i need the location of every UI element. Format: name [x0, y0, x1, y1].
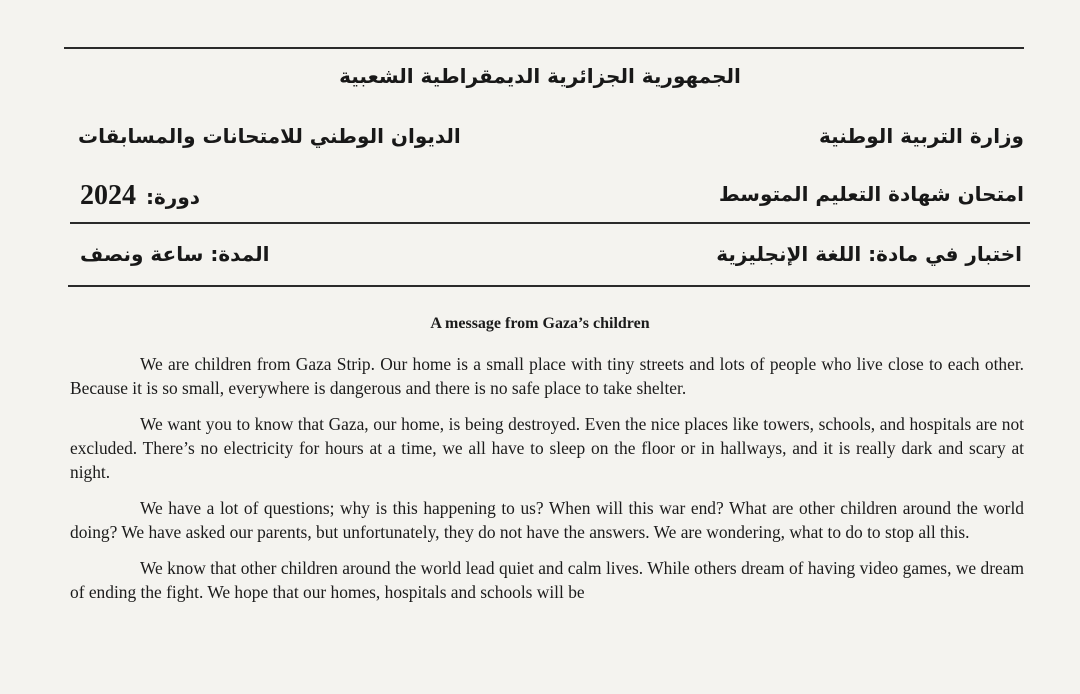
header-divider — [70, 222, 1030, 224]
ministry-name: وزارة التربية الوطنية — [818, 124, 1024, 148]
exam-certificate: امتحان شهادة التعليم المتوسط — [718, 182, 1024, 206]
exam-subject: اختبار في مادة: اللغة الإنجليزية — [716, 242, 1022, 266]
passage-paragraph-2: We want you to know that Gaza, our home, is being destroyed. Even the nice places like towers, schools, and hospitals are not excluded. There’s no electricity for hours at a time, we all have to sleep on the floor or in hallways, and it is really dark and scary at night. — [70, 414, 1024, 482]
passage-paragraph-4: We know that other children around the world lead quiet and calm lives. While others dream of having video games, we dream of ending the fight. We hope that our homes, hospitals and schools will be — [70, 558, 1024, 602]
exam-office-name: الديوان الوطني للامتحانات والمسابقات — [78, 124, 461, 148]
reading-passage — [70, 352, 1024, 616]
exam-duration: المدة: ساعة ونصف — [80, 242, 270, 266]
passage-title: A message from Gaza’s children — [430, 315, 650, 332]
passage-paragraph-3: We have a lot of questions; why is this happening to us? When will this war end? What are other children around the world doing? We have asked our parents, but unfortunately, they do not have the answers. We are wondering, what to do to stop all this. — [70, 498, 1024, 542]
top-rule — [64, 47, 1024, 49]
republic-name: الجمهورية الجزائرية الديمقراطية الشعبية — [339, 64, 741, 88]
passage-paragraph-1: We are children from Gaza Strip. Our home is a small place with tiny streets and lots of people who live close to each other. Because it is so small, everywhere is dangerous and there is no safe place to take shelter. — [70, 354, 1024, 398]
exam-session — [80, 180, 200, 212]
header-bottom-rule — [68, 285, 1030, 287]
session-year: 2024 — [80, 180, 136, 211]
session-label: دورة: — [146, 185, 201, 209]
